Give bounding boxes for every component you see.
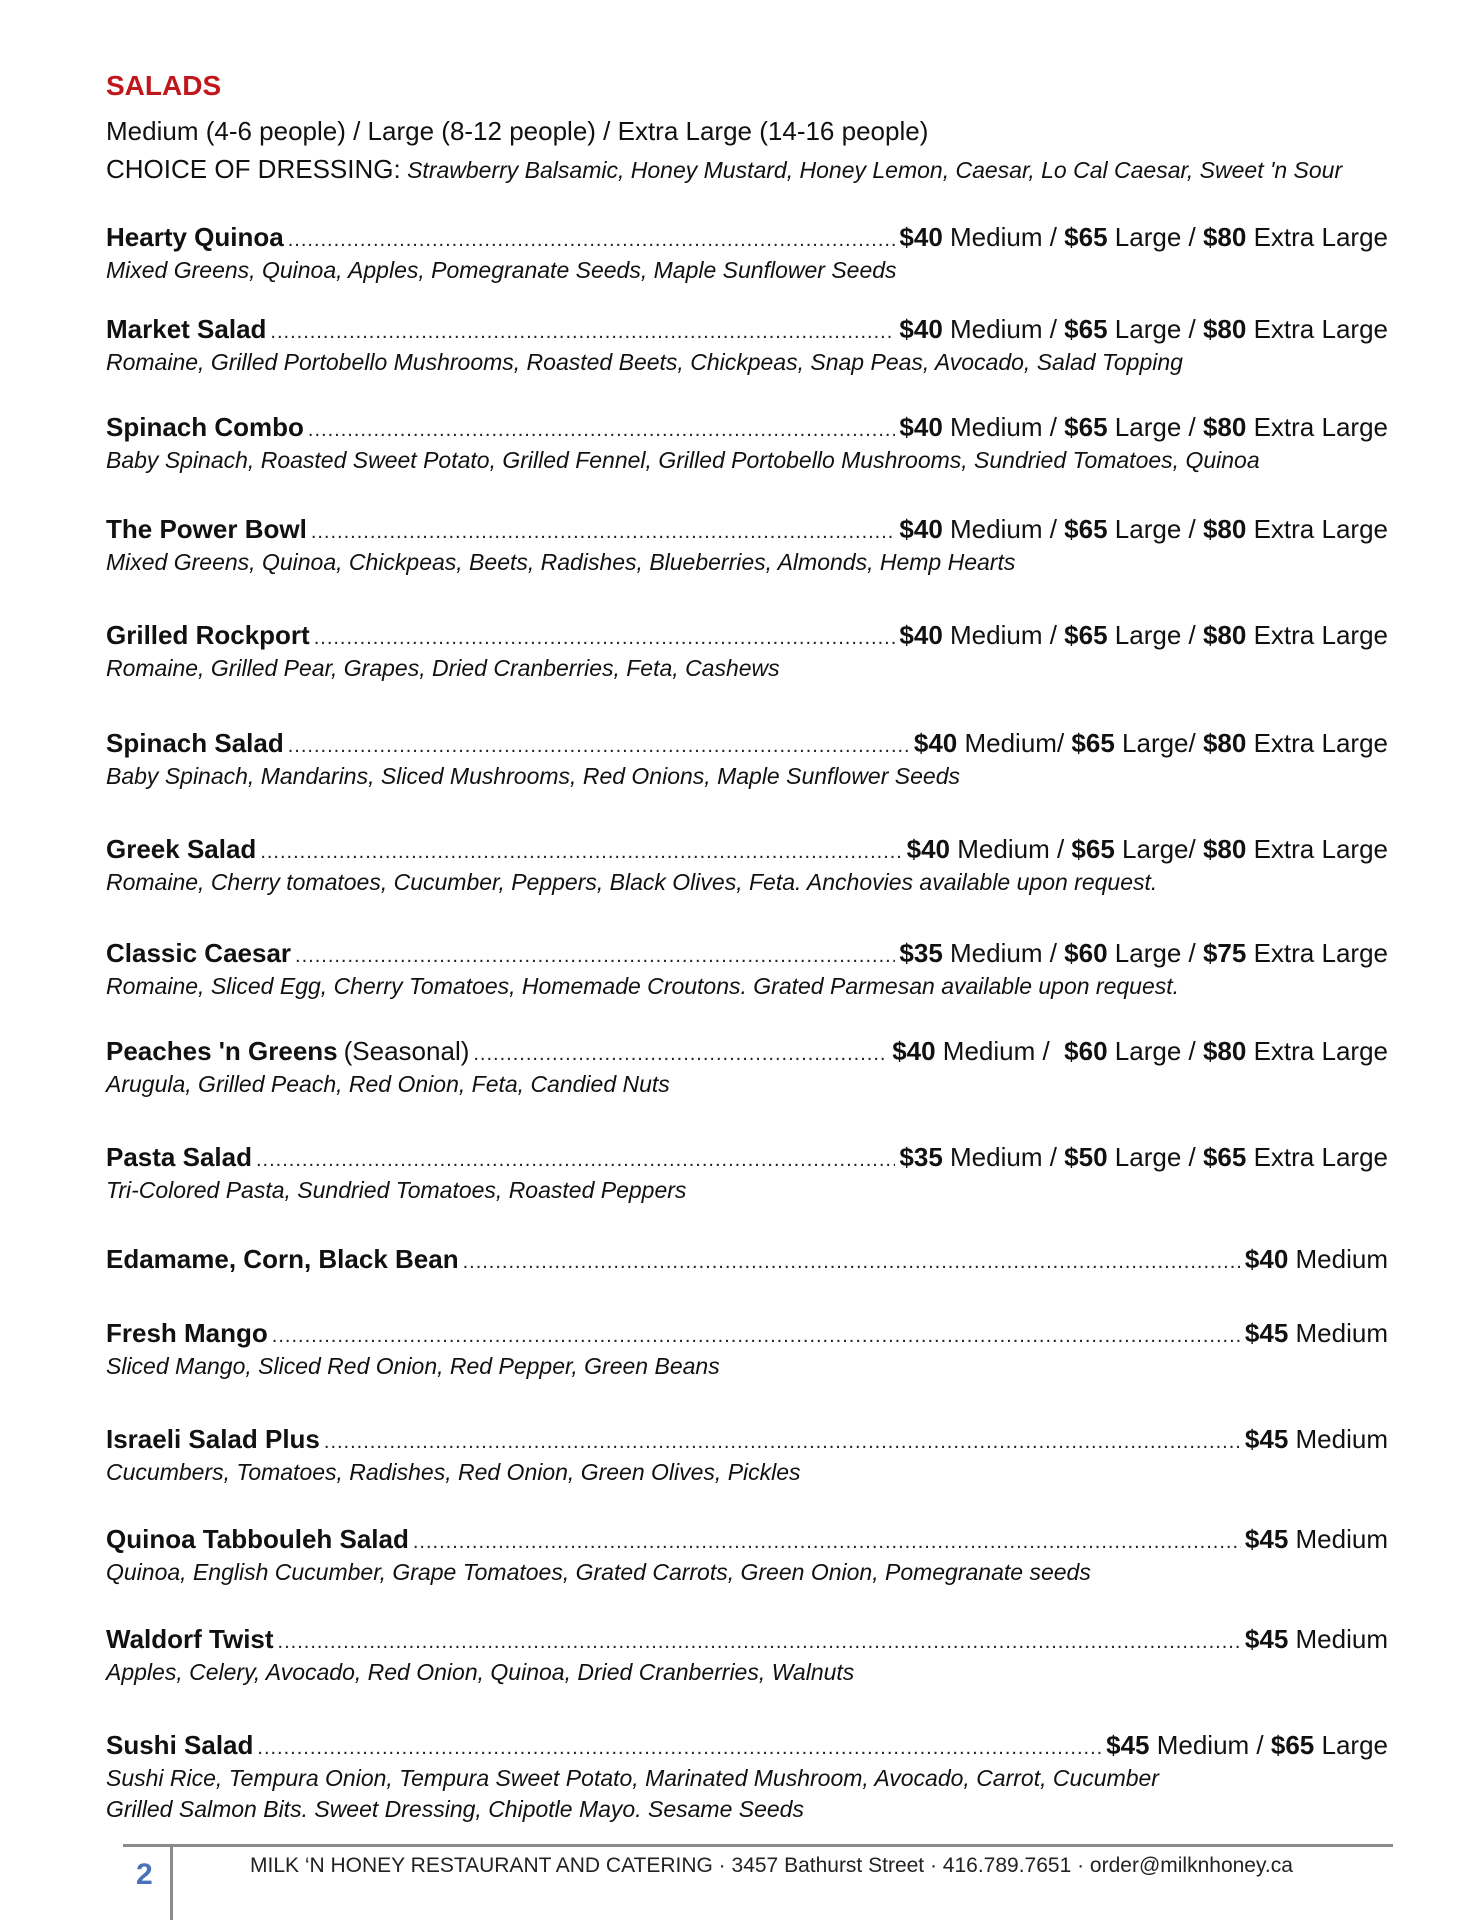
menu-item-line xyxy=(106,834,1388,865)
item-name: Waldorf Twist xyxy=(106,1624,274,1654)
item-name: Quinoa Tabbouleh Salad xyxy=(106,1524,409,1554)
dot-leader xyxy=(256,1149,895,1172)
price-amount: $80 xyxy=(1202,314,1247,344)
price-amount: $35 xyxy=(899,938,943,968)
dot-leader xyxy=(308,419,896,442)
item-name: Spinach Combo xyxy=(106,412,304,442)
item-description: Tri-Colored Pasta, Sundried Tomatoes, Roasted Peppers xyxy=(106,1177,687,1203)
price-size: Medium xyxy=(1288,1524,1388,1554)
item-prices xyxy=(1245,1318,1388,1349)
price-size: Large / xyxy=(1107,514,1203,544)
price-size: Large / xyxy=(1107,314,1203,344)
price-size: Medium xyxy=(1288,1624,1388,1654)
price-size: Medium / xyxy=(1149,1730,1271,1760)
price-amount: $65 xyxy=(1071,728,1115,758)
dressing-line xyxy=(106,154,1342,185)
menu-item-line xyxy=(106,1624,1388,1655)
dot-leader xyxy=(463,1251,1241,1274)
dot-leader xyxy=(314,627,896,650)
price-amount: $45 xyxy=(1244,1424,1289,1454)
item-name: Edamame, Corn, Black Bean xyxy=(106,1244,459,1274)
item-description: Arugula, Grilled Peach, Red Onion, Feta, Candied Nuts xyxy=(106,1071,670,1097)
price-amount: $65 xyxy=(1071,834,1115,864)
price-amount: $60 xyxy=(1064,1036,1108,1066)
price-size: Large / xyxy=(1107,1036,1203,1066)
item-prices xyxy=(899,938,1388,969)
price-amount: $40 xyxy=(892,1036,936,1066)
item-description: Cucumbers, Tomatoes, Radishes, Red Onion, Green Olives, Pickles xyxy=(106,1459,801,1485)
item-prices xyxy=(899,514,1388,545)
price-amount: $45 xyxy=(1244,1624,1289,1654)
price-amount: $80 xyxy=(1202,834,1247,864)
dot-leader xyxy=(413,1531,1241,1554)
item-prices xyxy=(899,1142,1388,1173)
menu-item-line xyxy=(106,620,1388,651)
section-title: SALADS xyxy=(106,70,222,101)
menu-item xyxy=(106,1142,1388,1204)
price-amount: $40 xyxy=(899,314,943,344)
item-description: Apples, Celery, Avocado, Red Onion, Quinoa, Dried Cranberries, Walnuts xyxy=(106,1659,855,1685)
price-size: Extra Large xyxy=(1246,834,1388,864)
menu-item-line xyxy=(106,1524,1388,1555)
item-prices xyxy=(899,222,1388,253)
price-size: Medium / xyxy=(935,1036,1065,1066)
price-size: Large / xyxy=(1107,222,1203,252)
price-size: Extra Large xyxy=(1246,314,1388,344)
item-prices xyxy=(899,314,1388,345)
dot-leader xyxy=(295,945,895,968)
price-size: Large/ xyxy=(1114,834,1203,864)
price-amount: $80 xyxy=(1202,1036,1247,1066)
item-description: Mixed Greens, Quinoa, Apples, Pomegranate Seeds, Maple Sunflower Seeds xyxy=(106,257,897,283)
item-description: Romaine, Grilled Pear, Grapes, Dried Cranberries, Feta, Cashews xyxy=(106,655,780,681)
price-size: Large xyxy=(1314,1730,1388,1760)
menu-item xyxy=(106,1036,1388,1098)
dot-leader xyxy=(278,1631,1241,1654)
menu-item xyxy=(106,1318,1388,1380)
price-size: Large / xyxy=(1107,1142,1203,1172)
menu-item xyxy=(106,834,1388,896)
menu-item xyxy=(106,412,1388,474)
price-amount: $45 xyxy=(1244,1318,1289,1348)
menu-item-line xyxy=(106,1730,1388,1761)
footer-contact: MILK ‘N HONEY RESTAURANT AND CATERING · 3457 Bathurst Street · 416.789.7651 · order@milknhoney.ca xyxy=(250,1854,1293,1877)
item-description: Romaine, Sliced Egg, Cherry Tomatoes, Homemade Croutons. Grated Parmesan available upon request. xyxy=(106,973,1180,999)
dot-leader xyxy=(288,735,910,758)
item-description: Romaine, Grilled Portobello Mushrooms, Roasted Beets, Chickpeas, Snap Peas, Avocado, Salad Topping xyxy=(106,349,1183,375)
dot-leader xyxy=(270,321,895,344)
item-prices xyxy=(892,1036,1388,1067)
price-amount: $40 xyxy=(899,222,943,252)
item-description: Grilled Salmon Bits. Sweet Dressing, Chipotle Mayo. Sesame Seeds xyxy=(106,1796,804,1822)
item-prices xyxy=(1245,1524,1388,1555)
menu-item-line xyxy=(106,1036,1388,1067)
price-size: Medium xyxy=(1288,1318,1388,1348)
item-name: Greek Salad xyxy=(106,834,257,864)
price-size: Large / xyxy=(1107,938,1203,968)
menu-item xyxy=(106,1624,1388,1686)
menu-item xyxy=(106,1244,1388,1275)
dressing-options: Strawberry Balsamic, Honey Mustard, Honey Lemon, Caesar, Lo Cal Caesar, Sweet 'n Sour xyxy=(400,157,1343,183)
price-size: Extra Large xyxy=(1246,1142,1388,1172)
price-amount: $80 xyxy=(1202,412,1247,442)
item-name: Hearty Quinoa xyxy=(106,222,284,252)
price-size: Extra Large xyxy=(1246,412,1388,442)
price-size: Extra Large xyxy=(1246,1036,1388,1066)
price-size: Extra Large xyxy=(1246,728,1388,758)
item-description: Baby Spinach, Roasted Sweet Potato, Grilled Fennel, Grilled Portobello Mushrooms, Sundried Tomatoes, Quinoa xyxy=(106,447,1260,473)
item-prices xyxy=(899,412,1388,443)
page-number: 2 xyxy=(136,1858,153,1891)
dot-leader xyxy=(324,1431,1241,1454)
dot-leader xyxy=(311,521,896,544)
price-amount: $65 xyxy=(1202,1142,1247,1172)
price-amount: $50 xyxy=(1064,1142,1108,1172)
price-amount: $65 xyxy=(1064,620,1108,650)
footer-vertical-divider xyxy=(170,1847,173,1920)
price-amount: $75 xyxy=(1202,938,1247,968)
menu-item-line xyxy=(106,222,1388,253)
price-size: Large/ xyxy=(1114,728,1203,758)
menu-item-line xyxy=(106,314,1388,345)
price-size: Medium / xyxy=(942,514,1065,544)
price-size: Medium / xyxy=(942,620,1065,650)
item-description: Baby Spinach, Mandarins, Sliced Mushrooms, Red Onions, Maple Sunflower Seeds xyxy=(106,763,960,789)
item-prices xyxy=(1245,1424,1388,1455)
item-name: Fresh Mango xyxy=(106,1318,268,1348)
item-name: Peaches 'n Greens xyxy=(106,1036,338,1066)
menu-item-line xyxy=(106,1424,1388,1455)
price-amount: $40 xyxy=(906,834,951,864)
item-description: Quinoa, English Cucumber, Grape Tomatoes, Grated Carrots, Green Onion, Pomegranate seeds xyxy=(106,1559,1091,1585)
price-amount: $65 xyxy=(1064,314,1108,344)
price-size: Large / xyxy=(1107,412,1203,442)
item-name: Grilled Rockport xyxy=(106,620,310,650)
price-amount: $65 xyxy=(1064,412,1108,442)
price-size: Medium / xyxy=(950,834,1072,864)
item-name: Classic Caesar xyxy=(106,938,292,968)
menu-item-line xyxy=(106,514,1388,545)
menu-item xyxy=(106,1524,1388,1586)
menu-item xyxy=(106,222,1388,284)
item-prices xyxy=(1245,1244,1388,1275)
item-prices xyxy=(914,728,1388,759)
price-size: Medium xyxy=(1288,1244,1388,1274)
price-amount: $35 xyxy=(899,1142,943,1172)
price-size: Medium / xyxy=(942,938,1065,968)
size-legend: Medium (4-6 people) / Large (8-12 people) / Extra Large (14-16 people) xyxy=(106,116,929,146)
menu-item xyxy=(106,1424,1388,1486)
price-size: Extra Large xyxy=(1246,222,1388,252)
price-amount: $45 xyxy=(1106,1730,1150,1760)
price-size: Medium / xyxy=(942,222,1065,252)
item-prices xyxy=(907,834,1388,865)
price-amount: $40 xyxy=(913,728,958,758)
price-size: Medium / xyxy=(942,1142,1065,1172)
item-note: (Seasonal) xyxy=(343,1036,470,1066)
item-name: Pasta Salad xyxy=(106,1142,252,1172)
item-name: The Power Bowl xyxy=(106,514,307,544)
dot-leader xyxy=(473,1043,888,1066)
price-size: Large / xyxy=(1107,620,1203,650)
menu-item-line xyxy=(106,1318,1388,1349)
menu-item xyxy=(106,1730,1388,1823)
footer-divider xyxy=(123,1844,1393,1847)
item-prices xyxy=(1106,1730,1388,1761)
item-name: Spinach Salad xyxy=(106,728,284,758)
menu-item-line xyxy=(106,1142,1388,1173)
menu-item-line xyxy=(106,412,1388,443)
menu-item xyxy=(106,728,1388,790)
price-amount: $40 xyxy=(899,620,943,650)
item-prices xyxy=(1245,1624,1388,1655)
price-size: Medium/ xyxy=(957,728,1072,758)
dressing-label: CHOICE OF DRESSING: xyxy=(106,154,401,184)
menu-item-line xyxy=(106,938,1388,969)
menu-item-line xyxy=(106,1244,1388,1275)
menu-item xyxy=(106,514,1388,576)
price-amount: $60 xyxy=(1064,938,1108,968)
dot-leader xyxy=(260,841,902,864)
menu-item xyxy=(106,938,1388,1000)
dot-leader xyxy=(257,1737,1102,1760)
item-description: Sliced Mango, Sliced Red Onion, Red Pepper, Green Beans xyxy=(106,1353,720,1379)
price-amount: $65 xyxy=(1270,1730,1315,1760)
item-prices xyxy=(899,620,1388,651)
price-size: Medium / xyxy=(942,314,1065,344)
menu-item-line xyxy=(106,728,1388,759)
price-size: Extra Large xyxy=(1246,620,1388,650)
price-size: Extra Large xyxy=(1246,938,1388,968)
item-name: Sushi Salad xyxy=(106,1730,254,1760)
item-description: Romaine, Cherry tomatoes, Cucumber, Peppers, Black Olives, Feta. Anchovies available upon request. xyxy=(106,869,1158,895)
item-name: Market Salad xyxy=(106,314,267,344)
dot-leader xyxy=(288,229,896,252)
price-amount: $80 xyxy=(1202,514,1247,544)
item-name: Israeli Salad Plus xyxy=(106,1424,320,1454)
price-size: Extra Large xyxy=(1246,514,1388,544)
price-amount: $80 xyxy=(1202,222,1247,252)
price-size: Medium xyxy=(1288,1424,1388,1454)
price-amount: $45 xyxy=(1244,1524,1289,1554)
price-amount: $80 xyxy=(1202,620,1247,650)
dot-leader xyxy=(272,1325,1241,1348)
menu-item xyxy=(106,620,1388,682)
item-description: Mixed Greens, Quinoa, Chickpeas, Beets, Radishes, Blueberries, Almonds, Hemp Hearts xyxy=(106,549,1016,575)
price-amount: $40 xyxy=(1244,1244,1289,1274)
item-description: Sushi Rice, Tempura Onion, Tempura Sweet Potato, Marinated Mushroom, Avocado, Carrot, Cucumber xyxy=(106,1765,1159,1791)
price-amount: $65 xyxy=(1064,222,1108,252)
price-amount: $40 xyxy=(899,412,943,442)
price-amount: $40 xyxy=(899,514,943,544)
price-size: Medium / xyxy=(942,412,1065,442)
price-amount: $80 xyxy=(1202,728,1247,758)
menu-item xyxy=(106,314,1388,376)
price-amount: $65 xyxy=(1064,514,1108,544)
